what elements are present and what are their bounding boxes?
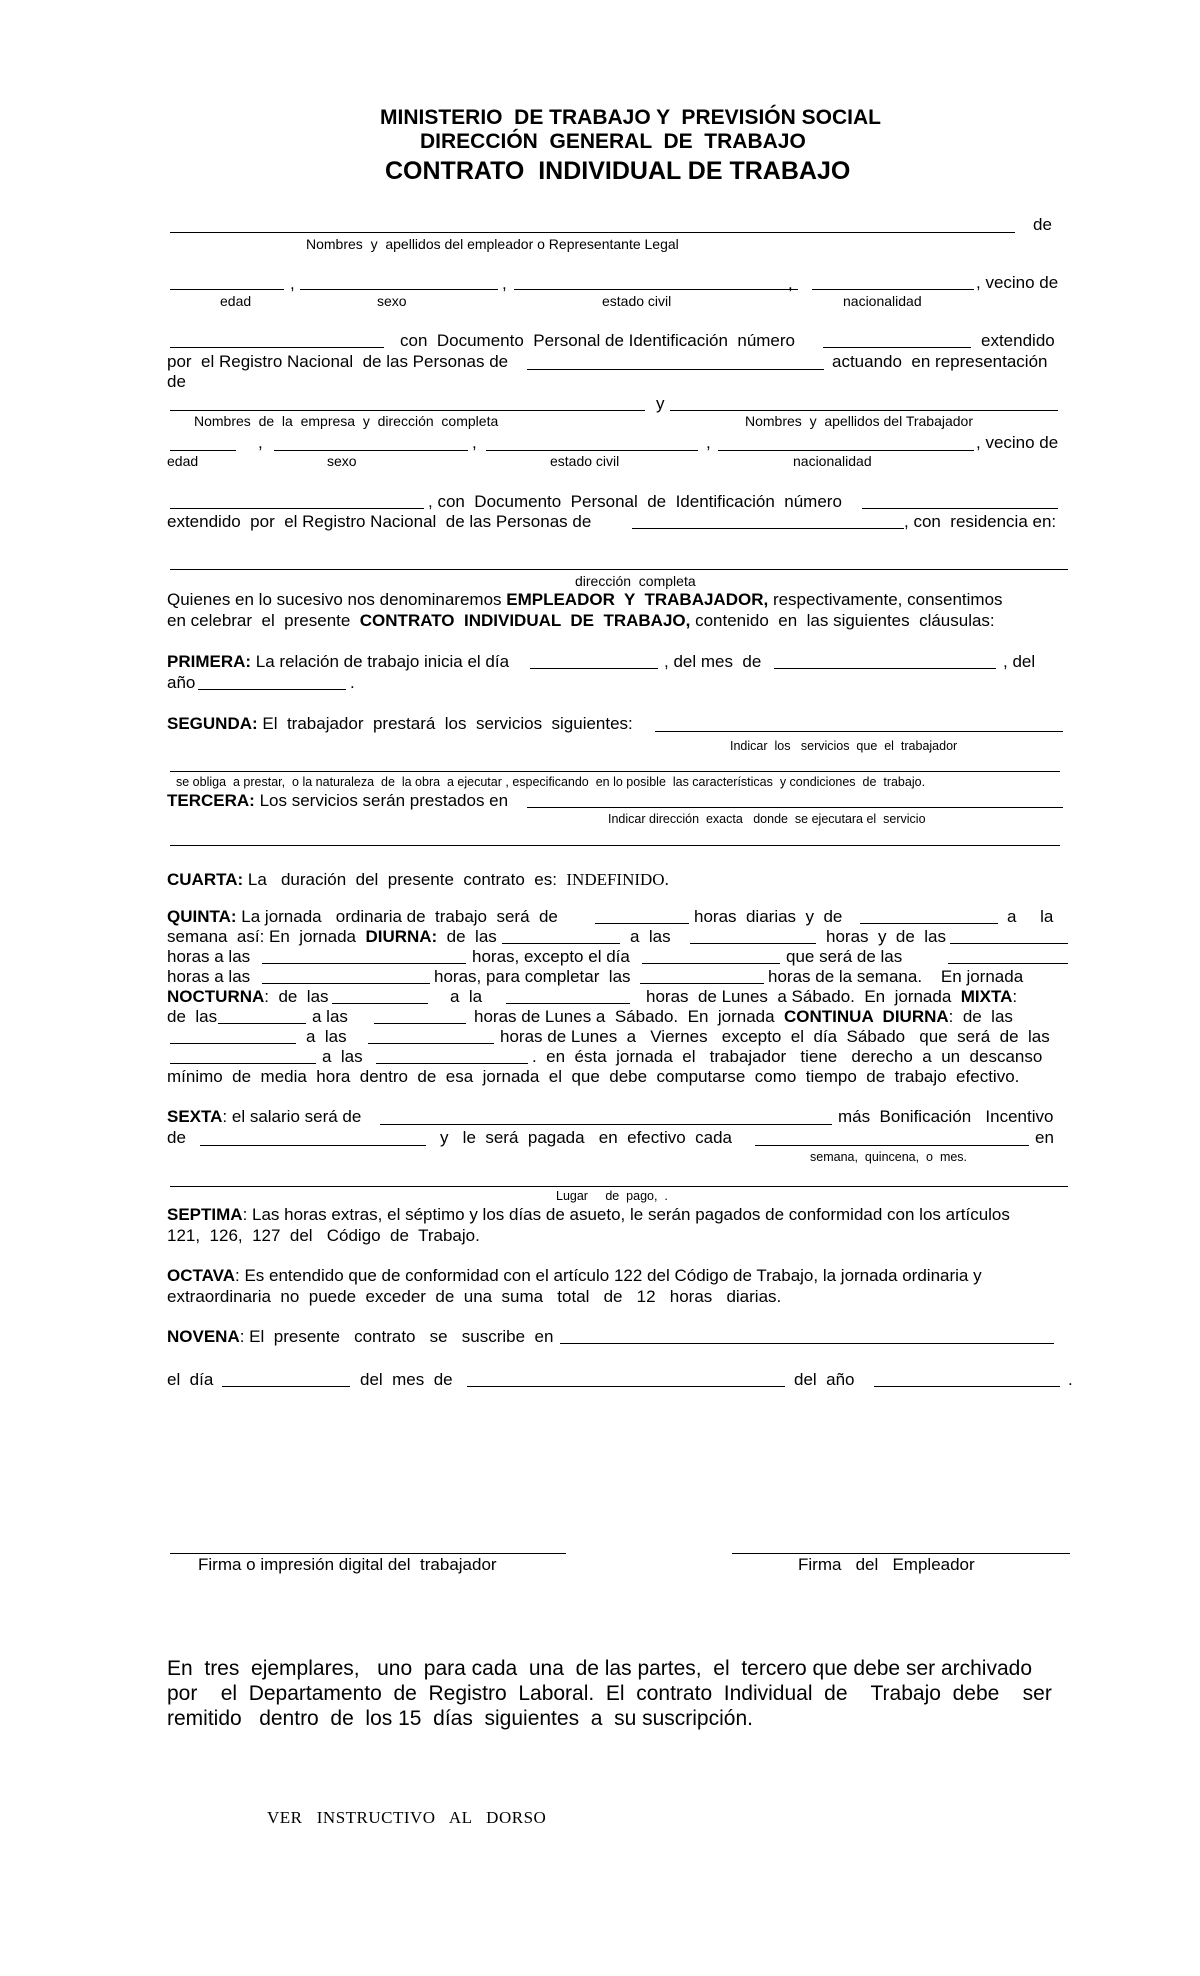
caption-lugar: Lugar de pago, . — [556, 1189, 668, 1203]
caption-direccion: dirección completa — [575, 573, 696, 589]
worker-address-line[interactable] — [170, 569, 1068, 570]
employer-registro-line[interactable] — [527, 369, 824, 370]
company-name-line[interactable] — [170, 410, 645, 411]
diurna-day-line[interactable] — [642, 963, 780, 964]
employer-registro-text: por el Registro Nacional de las Personas de — [167, 352, 509, 371]
novena-day-line[interactable] — [222, 1386, 350, 1387]
quinta-line-2a: semana así: En jornada DIURNA: de las — [167, 927, 497, 946]
novena-clause: NOVENA: El presente contrato se suscribe en — [167, 1327, 554, 1346]
ministry-heading: MINISTERIO DE TRABAJO Y PREVISIÓN SOCIAL — [380, 106, 881, 129]
footer-line-3: remitido dentro de los 15 días siguientes a su suscripción. — [167, 1707, 753, 1730]
employer-sex-line[interactable] — [300, 289, 498, 290]
primera-dot: . — [350, 673, 355, 692]
worker-doc-text: , con Documento Personal de Identificación número — [428, 492, 842, 511]
octava-line-2: extraordinaria no puede exceder de una suma total de 12 horas diarias. — [167, 1287, 782, 1306]
pay-place-line[interactable] — [170, 1186, 1068, 1187]
quinta-line-1a: QUINTA: La jornada ordinaria de trabajo será de — [167, 907, 558, 926]
continua-to-line[interactable] — [368, 1043, 494, 1044]
mixta-to-line[interactable] — [374, 1023, 466, 1024]
sexta-en: en — [1035, 1128, 1054, 1147]
intro-line-1: Quienes en lo sucesivo nos denominaremos EMPLEADOR Y TRABAJADOR, respectivamente, consentimos — [167, 590, 1003, 609]
nocturna-from-line[interactable] — [332, 1003, 428, 1004]
segunda-caption-2: se obliga a prestar, o la naturaleza de la obra a ejecutar , especificando en lo posible las características y condiciones de trabajo. — [176, 775, 926, 789]
comma: , — [788, 274, 793, 293]
primera-month-line[interactable] — [774, 668, 996, 669]
comma: , — [290, 274, 295, 293]
continua-sat-to-line[interactable] — [376, 1063, 528, 1064]
comma: , — [502, 274, 507, 293]
worker-caption-nacionalidad: nacionalidad — [793, 453, 872, 469]
worker-doc-number-line[interactable] — [862, 508, 1058, 509]
quinta-line-4b: horas, para completar las — [434, 967, 631, 986]
caption-edad: edad — [220, 293, 252, 309]
continua-from-line[interactable] — [170, 1043, 296, 1044]
employer-name-caption: Nombres y apellidos del empleador o Representante Legal — [306, 236, 679, 252]
extendido-label: extendido — [981, 331, 1055, 350]
caption-worker-name: Nombres y apellidos del Trabajador — [745, 413, 974, 429]
employer-name-line[interactable] — [170, 232, 1015, 233]
caption-periodo: semana, quincena, o mes. — [810, 1150, 968, 1164]
footer-line-2: por el Departamento de Registro Laboral. El contrato Individual de Trabajo debe ser — [167, 1682, 1052, 1705]
actuando-label: actuando en representación — [832, 352, 1048, 371]
quinta-line-1c: a la — [1007, 907, 1054, 926]
caption-estado-civil: estado civil — [602, 293, 672, 309]
employer-residence-line[interactable] — [170, 347, 384, 348]
quinta-line-5c: a la — [450, 987, 483, 1006]
worker-registro-line[interactable] — [632, 528, 904, 529]
employer-doc-number-line[interactable] — [823, 347, 971, 348]
quinta-line-5d: horas de Lunes a Sábado. En jornada MIXTA: — [646, 987, 1018, 1006]
primera-clause: PRIMERA: La relación de trabajo inicia el día — [167, 652, 510, 671]
worker-signature-line[interactable] — [170, 1553, 566, 1554]
septima-line-1: SEPTIMA: Las horas extras, el séptimo y los días de asueto, le serán pagados de conformidad con los artículos — [167, 1205, 1010, 1224]
quinta-line-8b: . en ésta jornada el trabajador tiene derecho a un descanso — [532, 1047, 1043, 1066]
worker-extendido-text: extendido por el Registro Nacional de las Personas de — [167, 512, 592, 531]
y-label: y — [656, 394, 665, 413]
novena-place-line[interactable] — [560, 1343, 1054, 1344]
novena-month-line[interactable] — [467, 1386, 785, 1387]
quinta-line-6b: a las — [312, 1007, 348, 1026]
de-label: de — [1033, 215, 1052, 234]
quinta-hours-week-line[interactable] — [860, 923, 998, 924]
caption-company: Nombres de la empresa y dirección completa — [194, 413, 499, 429]
quinta-line-3c: que será de las — [786, 947, 903, 966]
novena-del-anio: del año — [794, 1370, 855, 1389]
quinta-line-4c: horas de la semana. En jornada — [768, 967, 1024, 986]
caption-nacionalidad: nacionalidad — [843, 293, 922, 309]
comma: , — [258, 433, 263, 452]
quinta-line-3b: horas, excepto el día — [472, 947, 630, 966]
primera-mes: , del mes de — [664, 652, 762, 671]
pay-period-line[interactable] — [755, 1145, 1029, 1146]
worker-sex-line[interactable] — [274, 450, 468, 451]
quinta-line-6a: de las — [167, 1007, 218, 1026]
quinta-line-1b: horas diarias y de — [694, 907, 843, 926]
worker-caption-estado: estado civil — [550, 453, 620, 469]
continua-sat-from-line[interactable] — [170, 1063, 316, 1064]
worker-residence-line[interactable] — [170, 508, 424, 509]
instructivo-note: VER INSTRUCTIVO AL DORSO — [267, 1808, 547, 1827]
worker-caption-edad: edad — [167, 453, 199, 469]
cuarta-clause: CUARTA: La duración del presente contrato es: INDEFINIDO. — [167, 870, 669, 889]
diurna-to2-line[interactable] — [262, 963, 466, 964]
sexta-pagada: y le será pagada en efectivo cada — [440, 1128, 733, 1147]
septima-line-2: 121, 126, 127 del Código de Trabajo. — [167, 1226, 480, 1245]
diurna-from2-line[interactable] — [950, 943, 1068, 944]
worker-civil-status-line[interactable] — [486, 450, 698, 451]
salary-line[interactable] — [380, 1124, 832, 1125]
octava-line-1: OCTAVA: Es entendido que de conformidad con el artículo 122 del Código de Trabajo, la jornada ordinaria y — [167, 1266, 982, 1285]
comma: , — [472, 433, 477, 452]
segunda-caption-1: Indicar los servicios que el trabajador — [730, 739, 958, 753]
diurna-to-line[interactable] — [690, 943, 816, 944]
worker-signature-caption: Firma o impresión digital del trabajador — [198, 1555, 497, 1574]
quinta-line-7a: a las — [306, 1027, 347, 1046]
primera-year-line[interactable] — [198, 689, 346, 690]
tercera-place-line-2[interactable] — [170, 845, 1060, 846]
novena-year-line[interactable] — [874, 1386, 1060, 1387]
primera-del: , del — [1003, 652, 1036, 671]
quinta-line-9: mínimo de media hora dentro de esa jornada el que debe computarse como tiempo de trabajo efectivo. — [167, 1067, 1020, 1086]
tercera-place-line[interactable] — [527, 807, 1063, 808]
worker-nationality-line[interactable] — [718, 450, 974, 451]
quinta-line-8a: a las — [322, 1047, 363, 1066]
sexta-bonificacion: más Bonificación Incentivo — [838, 1107, 1054, 1126]
intro-line-2: en celebrar el presente CONTRATO INDIVIDUAL DE TRABAJO, contenido en las siguientes cláusulas: — [167, 611, 995, 630]
sexta-clause: SEXTA: el salario será de — [167, 1107, 362, 1126]
novena-del-mes: del mes de — [360, 1370, 453, 1389]
sexta-de: de — [167, 1128, 186, 1147]
worker-vecino-label: , vecino de — [976, 433, 1059, 452]
segunda-services-line-2[interactable] — [170, 771, 1060, 772]
worker-name-line[interactable] — [670, 410, 1058, 411]
diurna-day-from-line[interactable] — [948, 963, 1068, 964]
contract-title: CONTRATO INDIVIDUAL DE TRABAJO — [385, 157, 851, 185]
primera-anio: año — [167, 673, 196, 692]
caption-sexo: sexo — [377, 293, 407, 309]
tercera-clause: TERCERA: Los servicios serán prestados en — [167, 791, 509, 810]
quinta-line-2d: a las — [630, 927, 671, 946]
direction-heading: DIRECCIÓN GENERAL DE TRABAJO — [420, 130, 806, 153]
nocturna-to-line[interactable] — [506, 1003, 630, 1004]
segunda-clause: SEGUNDA: El trabajador prestará los servicios siguientes: — [167, 714, 633, 733]
employer-signature-line[interactable] — [732, 1553, 1070, 1554]
primera-day-line[interactable] — [530, 668, 658, 669]
mixta-from-line[interactable] — [218, 1023, 306, 1024]
employer-doc-text: con Documento Personal de Identificación número — [400, 331, 796, 350]
novena-dot: . — [1068, 1370, 1073, 1389]
bonus-line[interactable] — [200, 1145, 426, 1146]
employer-age-line[interactable] — [170, 289, 284, 290]
employer-nationality-line[interactable] — [812, 289, 974, 290]
tercera-caption: Indicar dirección exacta donde se ejecutara el servicio — [608, 812, 926, 826]
novena-el-dia: el día — [167, 1370, 214, 1389]
comma: , — [706, 433, 711, 452]
diurna-weekly-hours-line[interactable] — [640, 983, 764, 984]
quinta-hours-day-line[interactable] — [595, 923, 689, 924]
de-label-2: de — [167, 372, 186, 391]
diurna-from-line[interactable] — [502, 943, 620, 944]
footer-line-1: En tres ejemplares, uno para cada una de las partes, el tercero que debe ser archivado — [167, 1657, 1032, 1680]
quinta-line-5a: NOCTURNA: de las — [167, 987, 329, 1006]
quinta-line-2e: horas y de las — [826, 927, 947, 946]
worker-caption-sexo: sexo — [327, 453, 357, 469]
vecino-de-label: , vecino de — [976, 273, 1059, 292]
worker-age-line[interactable] — [170, 450, 236, 451]
segunda-services-line[interactable] — [655, 731, 1063, 732]
diurna-day-to-line[interactable] — [262, 983, 430, 984]
quinta-line-3a: horas a las — [167, 947, 251, 966]
quinta-line-6c: horas de Lunes a Sábado. En jornada CONTINUA DIURNA: de las — [474, 1007, 1013, 1026]
employer-signature-caption: Firma del Empleador — [798, 1555, 975, 1574]
employer-civil-status-line[interactable] — [514, 289, 798, 290]
quinta-line-7b: horas de Lunes a Viernes excepto el día Sábado que será de las — [500, 1027, 1050, 1046]
quinta-line-4a: horas a las — [167, 967, 251, 986]
residencia-label: , con residencia en: — [904, 512, 1057, 531]
